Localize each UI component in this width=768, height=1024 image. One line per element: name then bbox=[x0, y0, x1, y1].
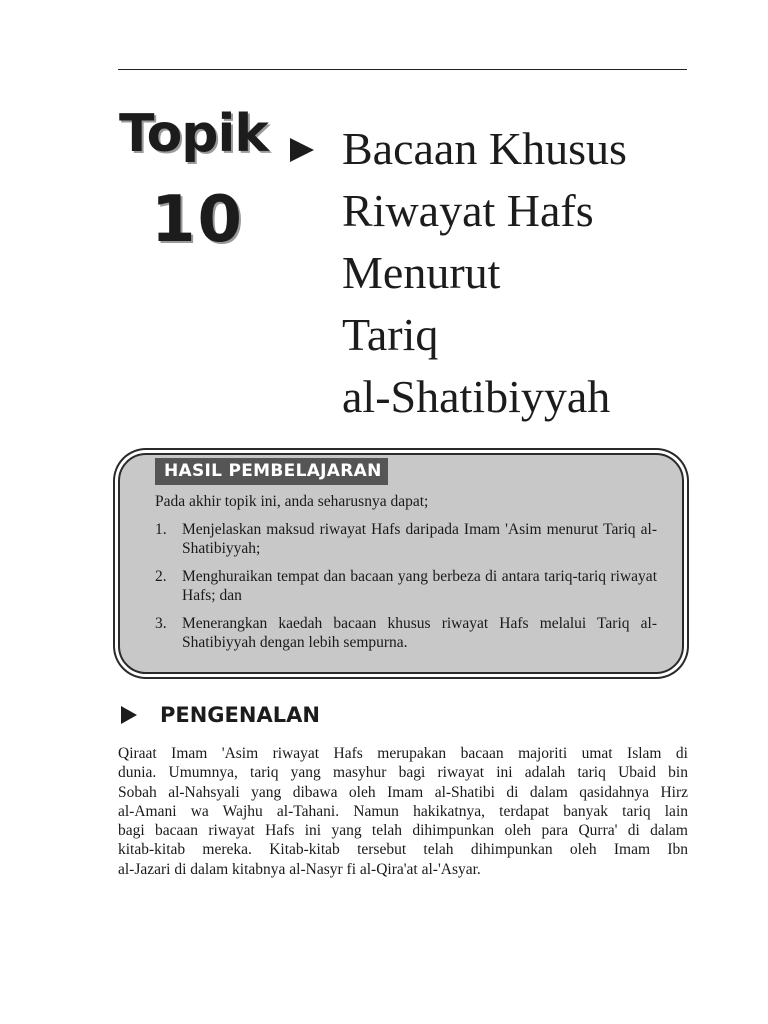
list-item-number: 1. bbox=[155, 521, 167, 538]
paragraph-line: Qiraat Imam 'Asim riwayat Hafs merupakan bacaan majoriti umat Islam di bbox=[118, 745, 688, 762]
list-item-number: 3. bbox=[155, 615, 167, 632]
paragraph-line: dunia. Umumnya, tariq yang masyhur bagi riwayat ini adalah tariq Ubaid bin bbox=[118, 764, 688, 782]
list-item bbox=[155, 567, 657, 605]
list-item-text: Menghuraikan tempat dan bacaan yang berbeza di antara tariq-tariq riwayat Hafs; dan bbox=[182, 568, 657, 604]
learning-outcomes-list bbox=[155, 520, 657, 661]
chapter-title-line: Tariq bbox=[342, 309, 439, 360]
header-rule bbox=[118, 69, 687, 70]
paragraph-line: Sobah al-Nahsyali yang dibawa oleh Imam al-Shatibi di dalam qasidahnya Hirz bbox=[118, 783, 688, 801]
introduction-paragraph bbox=[118, 744, 688, 879]
topic-label: Topik bbox=[119, 104, 268, 164]
list-item-number: 2. bbox=[155, 568, 167, 585]
paragraph-line: al-Amani wa Wajhu al-Tahani. Namun hakikatnya, terdapat banyak tariq lain bbox=[118, 802, 688, 820]
section-heading: PENGENALAN bbox=[160, 703, 320, 727]
learning-outcomes-heading: HASIL PEMBELAJARAN bbox=[155, 458, 388, 485]
list-item bbox=[155, 614, 657, 652]
chapter-title-line: Riwayat Hafs bbox=[342, 185, 594, 236]
paragraph-line: bagi bacaan riwayat Hafs ini yang telah dihimpunkan oleh para Qurra' di dalam bbox=[118, 822, 688, 840]
topic-number: 10 bbox=[151, 183, 245, 257]
triangle-right-icon bbox=[121, 706, 137, 724]
learning-outcomes-intro: Pada akhir topik ini, anda seharusnya dapat; bbox=[155, 493, 429, 510]
chapter-title-line: Menurut bbox=[342, 247, 501, 298]
chapter-title bbox=[342, 118, 702, 428]
list-item-text: Menerangkan kaedah bacaan khusus riwayat Hafs melalui Tariq al-Shatibiyyah dengan lebih sempurna. bbox=[182, 615, 657, 651]
paragraph-line: al-Jazari di dalam kitabnya al-Nasyr fi al-Qira'at al-'Asyar. bbox=[118, 860, 481, 878]
triangle-right-icon bbox=[290, 138, 314, 162]
chapter-title-line: Bacaan Khusus bbox=[342, 123, 627, 174]
list-item bbox=[155, 520, 657, 558]
chapter-title-line: al-Shatibiyyah bbox=[342, 371, 611, 422]
paragraph-line: kitab-kitab mereka. Kitab-kitab tersebut telah dihimpunkan oleh Imam Ibn bbox=[118, 841, 688, 859]
list-item-text: Menjelaskan maksud riwayat Hafs daripada Imam 'Asim menurut Tariq al-Shatibiyyah; bbox=[182, 521, 657, 557]
